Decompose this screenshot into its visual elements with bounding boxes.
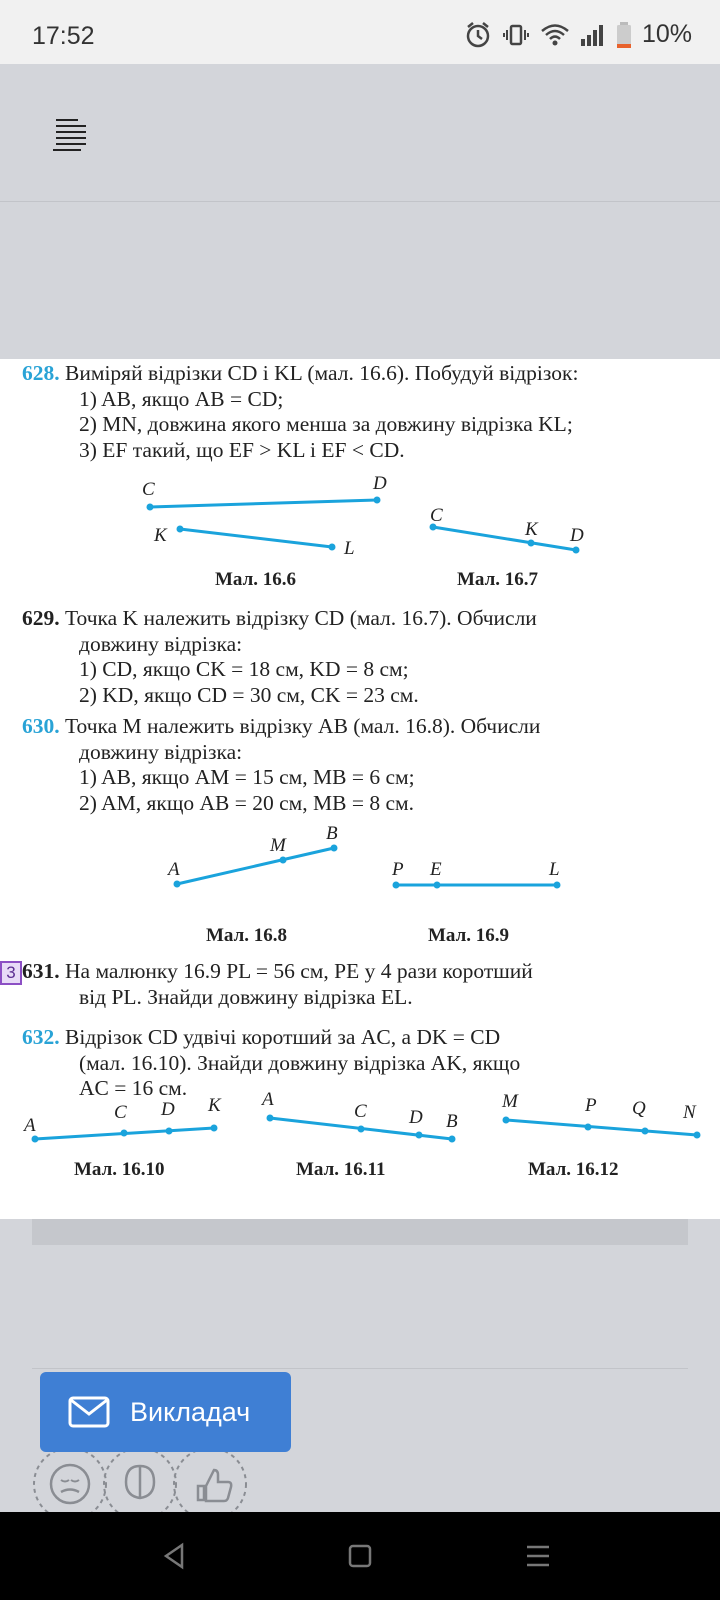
task-line: довжину відрізка: xyxy=(79,631,243,656)
point-label: Q xyxy=(632,1098,646,1119)
point-c xyxy=(147,504,154,511)
difficulty-badge: 3 xyxy=(0,961,22,985)
task-text: Точка M належить відрізку AB (мал. 16.8). Обчисли xyxy=(65,714,541,738)
point-label: C xyxy=(142,479,155,500)
figure-caption: Мал. 16.7 xyxy=(457,569,539,590)
point-label: L xyxy=(344,538,355,559)
point-label: M xyxy=(502,1091,518,1112)
point-label: K xyxy=(525,519,538,540)
task-629 xyxy=(22,606,708,708)
point-label: C xyxy=(354,1101,367,1122)
teacher-button[interactable] xyxy=(40,1372,291,1452)
recents-icon[interactable] xyxy=(524,1542,552,1570)
point-label: P xyxy=(585,1095,597,1116)
page-shadow xyxy=(32,1219,688,1245)
battery-percent: 10% xyxy=(641,20,692,48)
figure-16-6 xyxy=(0,469,720,559)
figure-caption: Мал. 16.11 xyxy=(296,1159,386,1180)
figure-caption: Мал. 16.9 xyxy=(428,925,510,946)
task-number: 628. xyxy=(22,361,60,385)
segment-mn xyxy=(506,1120,697,1135)
task-632 xyxy=(22,1025,708,1102)
task-line: 2) KD, якщо CD = 30 см, CK = 23 см. xyxy=(79,682,419,707)
figure-caption: Мал. 16.8 xyxy=(206,925,288,946)
point-label: D xyxy=(570,525,584,546)
figure-caption: Мал. 16.6 xyxy=(215,569,297,590)
point-label: D xyxy=(409,1107,423,1128)
point-label: K xyxy=(208,1095,221,1116)
task-630 xyxy=(22,714,708,816)
figure-caption: Мал. 16.10 xyxy=(74,1159,165,1180)
segment-cd xyxy=(150,500,377,507)
back-icon[interactable] xyxy=(160,1542,188,1570)
task-number: 630. xyxy=(22,714,60,738)
task-text: На малюнку 16.9 PL = 56 см, PE у 4 рази коротший xyxy=(65,959,533,983)
task-line: 3) EF такий, що EF > KL і EF < CD. xyxy=(79,437,405,462)
point-label: E xyxy=(430,859,442,880)
textbook-page-image xyxy=(0,359,720,1219)
content-spacer xyxy=(0,203,720,359)
task-line: 2) MN, довжина якого менша за довжину відрізка KL; xyxy=(79,412,573,436)
wifi-icon xyxy=(540,22,570,48)
task-line: 1) CD, якщо CK = 18 см, KD = 8 см; xyxy=(79,657,409,681)
task-line: 1) AB, якщо AM = 15 см, MB = 6 см; xyxy=(79,765,415,789)
point-b xyxy=(331,845,338,852)
point-m xyxy=(280,857,287,864)
task-number: 632. xyxy=(22,1025,60,1049)
app-header xyxy=(0,64,720,202)
point-l-2 xyxy=(554,882,561,889)
point-label: D xyxy=(161,1099,175,1120)
point-label: A xyxy=(24,1115,36,1136)
figure-16-8-16-9 xyxy=(0,829,720,899)
segment-kl xyxy=(180,529,332,547)
task-text: Виміряй відрізки CD і KL (мал. 16.6). Побудуй відрізок: xyxy=(65,361,579,385)
status-icons xyxy=(464,20,692,49)
point-label: B xyxy=(326,823,338,844)
point-label: C xyxy=(114,1102,127,1123)
point-label: N xyxy=(683,1102,696,1123)
divider xyxy=(32,1368,688,1369)
task-628 xyxy=(22,361,708,463)
signal-icon xyxy=(580,23,606,47)
figure-caption: Мал. 16.12 xyxy=(528,1159,619,1180)
vibrate-icon xyxy=(502,21,530,49)
alarm-icon xyxy=(464,21,492,49)
task-number: 631. xyxy=(22,959,60,983)
reactions-row xyxy=(30,1452,270,1512)
segment-ab xyxy=(177,848,334,884)
task-number: 629. xyxy=(22,606,60,630)
point-label: L xyxy=(549,859,560,880)
point-l xyxy=(329,544,336,551)
point-p xyxy=(393,882,400,889)
point-label: K xyxy=(154,525,167,546)
point-label: M xyxy=(270,835,286,856)
task-631 xyxy=(6,959,708,1010)
point-a xyxy=(174,881,181,888)
task-line: (мал. 16.10). Знайди довжину відрізка AK, якщо xyxy=(79,1050,521,1075)
clock: 17:52 xyxy=(32,22,95,50)
mail-icon xyxy=(68,1396,110,1428)
home-icon[interactable] xyxy=(346,1542,374,1570)
system-navigation-bar xyxy=(0,1512,720,1600)
point-label: A xyxy=(168,859,180,880)
point-label: A xyxy=(262,1089,274,1110)
task-line: 2) AM, якщо AB = 20 см, MB = 8 см. xyxy=(79,790,415,815)
point-label: P xyxy=(392,859,404,880)
task-line: від PL. Знайди довжину відрізка EL. xyxy=(79,984,413,1009)
point-d xyxy=(374,497,381,504)
menu-icon[interactable] xyxy=(48,112,92,156)
task-line: довжину відрізка: xyxy=(79,739,243,764)
status-bar xyxy=(0,0,720,64)
point-e xyxy=(434,882,441,889)
point-label: C xyxy=(430,505,443,526)
point-d-2 xyxy=(573,547,580,554)
task-text: Відрізок CD удвічі коротший за AC, а DK = CD xyxy=(65,1025,501,1049)
teacher-button-label: Викладач xyxy=(130,1396,251,1427)
task-text: Точка K належить відрізку CD (мал. 16.7). Обчисли xyxy=(65,606,537,630)
point-k xyxy=(177,526,184,533)
point-label: B xyxy=(446,1111,458,1132)
battery-icon xyxy=(616,21,632,49)
point-label: D xyxy=(373,473,387,494)
task-line: 1) AB, якщо AB = CD; xyxy=(79,386,284,411)
task-line: AC = 16 см. xyxy=(79,1076,188,1100)
segment-cd-2 xyxy=(433,527,576,550)
